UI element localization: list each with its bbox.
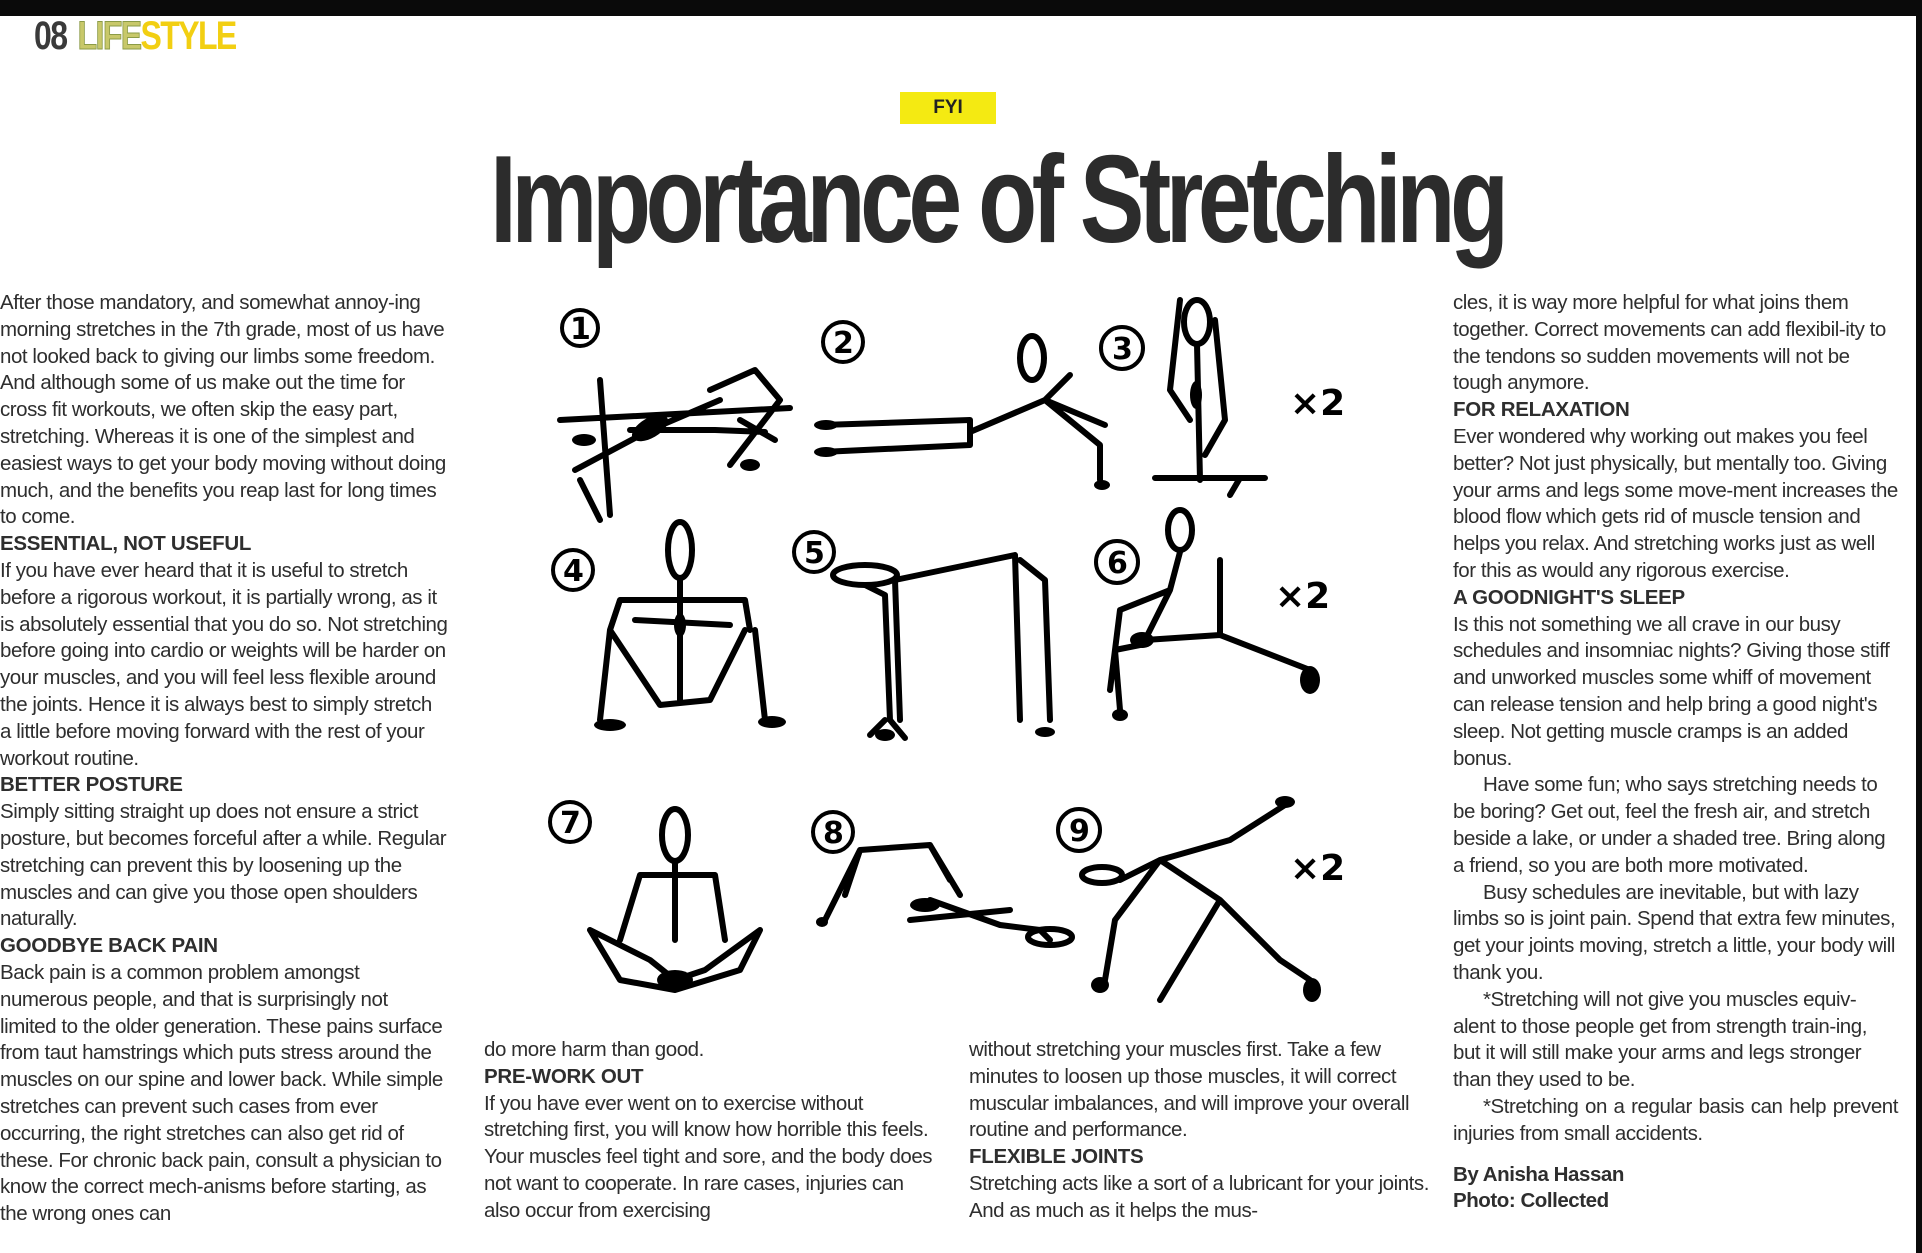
footnote-injuries: *Stretching on a regular basis can help prevent injuries from small accidents. [1453, 1094, 1898, 1145]
paragraph-busy: Busy schedules are inevitable, but with lazy limbs so is joint pain. Spend that extra few minutes, get your joints moving, stretch a little, your body will thank you. [1453, 880, 1896, 984]
stretch-figure-5 [833, 555, 1055, 741]
stretch-figure-9 [1082, 796, 1321, 1002]
step-number-4 [553, 550, 593, 590]
paragraph-pre-workout: If you have ever went on to exercise without stretching first, you will know how horrible this feels. Your muscles feel tight and sore, and the body does not want to cooperate. In rare cases, injuries can also occur from exercising [484, 1091, 933, 1222]
svg-text:2: 2 [833, 326, 854, 361]
subhead-back-pain: GOODBYE BACK PAIN [0, 934, 218, 958]
kicker-tag: FYI [900, 92, 996, 124]
paragraph-sleep: Is this not something we all crave in our busy schedules and insomniac nights? Giving those stiff and unworked muscles some whiff of movement can release tension and help bring a good night's sleep. Not getting muscle cramps is an added bonus. [1453, 612, 1890, 770]
continued-text: do more harm than good. [484, 1038, 704, 1061]
stretch-figure-7 [590, 809, 760, 990]
step-number-6 [1096, 541, 1138, 583]
step-number-8 [813, 812, 853, 852]
stretch-figure-1 [560, 370, 790, 520]
subhead-flexible-joints: FLEXIBLE JOINTS [969, 1145, 1144, 1169]
svg-text:9: 9 [1069, 814, 1090, 849]
stretch-figure-2 [814, 336, 1110, 490]
byline [1453, 1162, 1898, 1216]
column-3 [969, 1037, 1429, 1225]
column-4 [1453, 290, 1898, 1215]
section-name-life: LIFE [77, 14, 141, 58]
repeat-label-3: ×2 [1290, 383, 1346, 424]
intro-paragraph: After those mandatory, and somewhat annoy-ing morning stretches in the 7th grade, most of us have not looked back to giving our limbs some freedom. And although some of us make out the time for cross fit workouts, we often skip the easy part, stretching. Whereas it is one of the simplest and easiest ways to get your body moving without doing much, and the benefits you reap last for long times to come. [0, 291, 446, 529]
top-black-bar [0, 0, 1922, 16]
svg-text:1: 1 [570, 312, 591, 347]
step-number-5 [794, 532, 834, 572]
column-1 [0, 290, 448, 1228]
svg-text:3: 3 [1112, 332, 1133, 367]
stretch-figure-8 [816, 845, 1072, 945]
subhead-sleep: A GOODNIGHT'S SLEEP [1453, 585, 1685, 609]
repeat-label-9: ×2 [1290, 848, 1346, 889]
subhead-essential: ESSENTIAL, NOT USEFUL [0, 532, 252, 556]
step-number-7 [550, 802, 590, 842]
subhead-pre-workout: PRE-WORK OUT [484, 1064, 644, 1088]
page-number: 08 [34, 14, 67, 58]
byline-author: By Anisha Hassan [1453, 1162, 1624, 1186]
paragraph-posture: Simply sitting straight up does not ensure a strict posture, but becomes forceful after a while. Regular stretching can prevent this by loosening up the muscles and can give you those open shoulders naturally. [0, 800, 447, 931]
step-number-3 [1101, 327, 1143, 369]
subhead-posture: BETTER POSTURE [0, 773, 183, 797]
column-2 [484, 1037, 944, 1225]
paragraph-relaxation: Ever wondered why working out makes you feel better? Not just physically, but mentally too. Giving your arms and legs some move-ment increases the blood flow which gets rid of muscle tension and helps you relax. And stretching works just as well for this as would any rigorous exercise. [1453, 424, 1898, 582]
step-number-9 [1058, 809, 1100, 851]
right-edge-bar [1916, 0, 1922, 1253]
svg-text:4: 4 [563, 554, 584, 589]
byline-photo-credit: Photo: Collected [1453, 1189, 1609, 1213]
section-name-style: STYLE [140, 14, 236, 58]
footnote-muscles: *Stretching will not give you muscles equiv-alent to those people get from strength train-ing, but it will still make your arms and legs stronger than they used to be. [1453, 987, 1867, 1092]
subhead-relaxation: FOR RELAXATION [1453, 398, 1630, 422]
stretch-figure-4 [594, 522, 786, 731]
headline: Importance of Stretching [490, 131, 1504, 269]
paragraph-fun: Have some fun; who says stretching needs to be boring? Get out, feel the fresh air, and stretch beside a lake, or under a shaded tree. Bring along a friend, so you are both more motivated. [1453, 773, 1886, 877]
paragraph-back-pain: Back pain is a common problem amongst numerous people, and that is surprisingly not limited to the older generation. These pains surface from taut hamstrings which puts stress around the muscles on our spine and lower back. While simple stretches can prevent such cases from ever occurring, the right stretches can also get rid of these. For chronic back pain, consult a physician to know the correct mech-anisms before starting, as the wrong ones can [0, 960, 443, 1226]
continued-text: cles, it is way more helpful for what joins them together. Correct movements can add flexibil-ity to the tendons so sudden movements will not be tough anymore. [1453, 291, 1886, 395]
svg-text:6: 6 [1107, 546, 1128, 581]
svg-text:7: 7 [560, 806, 581, 841]
stick-figure-drawing [540, 280, 1360, 1020]
step-number-1 [562, 310, 598, 347]
continued-text: without stretching your muscles first. Take a few minutes to loosen up those muscles, it will correct muscular imbalances, and will improve your overall routine and performance. [969, 1038, 1410, 1142]
stretch-figure-3 [1155, 300, 1265, 495]
svg-text:8: 8 [823, 816, 844, 851]
paragraph-flexible-joints: Stretching acts like a sort of a lubricant for your joints. And as much as it helps the mus- [969, 1171, 1429, 1222]
paragraph-essential: If you have ever heard that it is useful to stretch before a rigorous workout, it is partially wrong, as it is absolutely essential that you do so. Not stretching before going into cardio or weights will be harder on your muscles, and you will feel less flexible around the joints. Hence it is always best to simply stretch a little before moving forward with the rest of your workout routine. [0, 558, 448, 770]
svg-text:5: 5 [804, 536, 825, 571]
repeat-label-6: ×2 [1275, 576, 1331, 617]
stretching-illustration [540, 280, 1360, 1020]
page-folio [34, 14, 236, 58]
step-number-2 [823, 322, 863, 362]
